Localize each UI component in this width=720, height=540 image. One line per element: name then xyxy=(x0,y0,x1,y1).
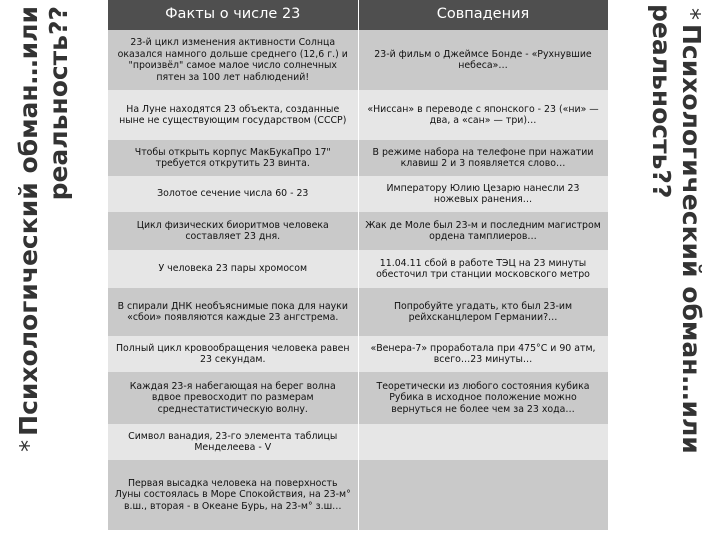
table-row xyxy=(108,250,608,288)
table-row xyxy=(108,460,608,530)
side-title-right xyxy=(616,0,720,540)
coincidence-cell: 11.04.11 сбой в работе ТЭЦ на 23 минуты обесточил три станции московского метро xyxy=(358,250,608,288)
side-title-left-line2: реальность?? xyxy=(44,6,73,201)
table-header-row xyxy=(108,0,608,30)
facts-table xyxy=(108,0,609,530)
coincidence-cell xyxy=(358,460,608,530)
coincidence-cell: В режиме набора на телефоне при нажатии клавиш 2 и 3 появляется слово… xyxy=(358,140,608,176)
table-row xyxy=(108,30,608,90)
coincidence-cell: «Венера-7» проработала при 475°C и 90 атм, всего…23 минуты… xyxy=(358,336,608,372)
fact-cell: 23-й цикл изменения активности Солнца оказался намного дольше среднего (12,6 г.) и "произвёл" самое малое число солнечных пятен за 100 лет наблюдений! xyxy=(108,30,358,90)
table-row xyxy=(108,140,608,176)
side-title-right-line2: реальность?? xyxy=(647,4,676,199)
side-title-right-line1: Психологический обман…или xyxy=(677,24,706,454)
star-right: * xyxy=(677,8,705,20)
fact-cell: Первая высадка человека на поверхность Луны состоялась в Море Спокойствия, на 23-м° в.ш., вторая - в Океане Бурь, на 23-м° з.ш… xyxy=(108,460,358,530)
table-row xyxy=(108,90,608,140)
fact-cell: Полный цикл кровообращения человека равен 23 секундам. xyxy=(108,336,358,372)
table-row xyxy=(108,336,608,372)
header-facts: Факты о числе 23 xyxy=(108,0,358,30)
star-left: * xyxy=(15,439,43,452)
fact-cell: На Луне находятся 23 объекта, созданные ныне не существующим государством (СССР) xyxy=(108,90,358,140)
table-row xyxy=(108,372,608,424)
coincidence-cell: Императору Юлию Цезарю нанесли 23 ножевых ранения… xyxy=(358,176,608,212)
table-row xyxy=(108,424,608,460)
fact-cell: Чтобы открыть корпус МакБукаПро 17" требуется открутить 23 винта. xyxy=(108,140,358,176)
fact-cell: Каждая 23-я набегающая на берег волна вдвое превосходит по размерам среднестатистическую волну. xyxy=(108,372,358,424)
fact-cell: В спирали ДНК необъяснимые пока для науки «сбои» появляются каждые 23 ангстрема. xyxy=(108,288,358,336)
table-row xyxy=(108,288,608,336)
coincidence-cell: 23-й фильм о Джеймсе Бонде - «Рухнувшие небеса»… xyxy=(358,30,608,90)
coincidence-cell: Попробуйте угадать, кто был 23-им рейхсканцлером Германии?… xyxy=(358,288,608,336)
table-row xyxy=(108,176,608,212)
table-row xyxy=(108,212,608,250)
fact-cell: Цикл физических биоритмов человека составляет 23 дня. xyxy=(108,212,358,250)
side-title-left-line1: Психологический обман…или xyxy=(14,6,43,436)
coincidence-cell: Жак де Моле был 23-м и последним магистром ордена тамплиеров… xyxy=(358,212,608,250)
header-coincidences: Совпадения xyxy=(358,0,608,30)
fact-cell: Символ ванадия, 23-го элемента таблицы Менделеева - V xyxy=(108,424,358,460)
coincidence-cell xyxy=(358,424,608,460)
fact-cell: У человека 23 пары хромосом xyxy=(108,250,358,288)
coincidence-cell: Теоретически из любого состояния кубика Рубика в исходное положение можно вернуться не более чем за 23 хода… xyxy=(358,372,608,424)
fact-cell: Золотое сечение числа 60 - 23 xyxy=(108,176,358,212)
coincidence-cell: «Ниссан» в переводе с японского - 23 («ни» — два, а «сан» — три)… xyxy=(358,90,608,140)
side-title-left xyxy=(0,0,108,540)
